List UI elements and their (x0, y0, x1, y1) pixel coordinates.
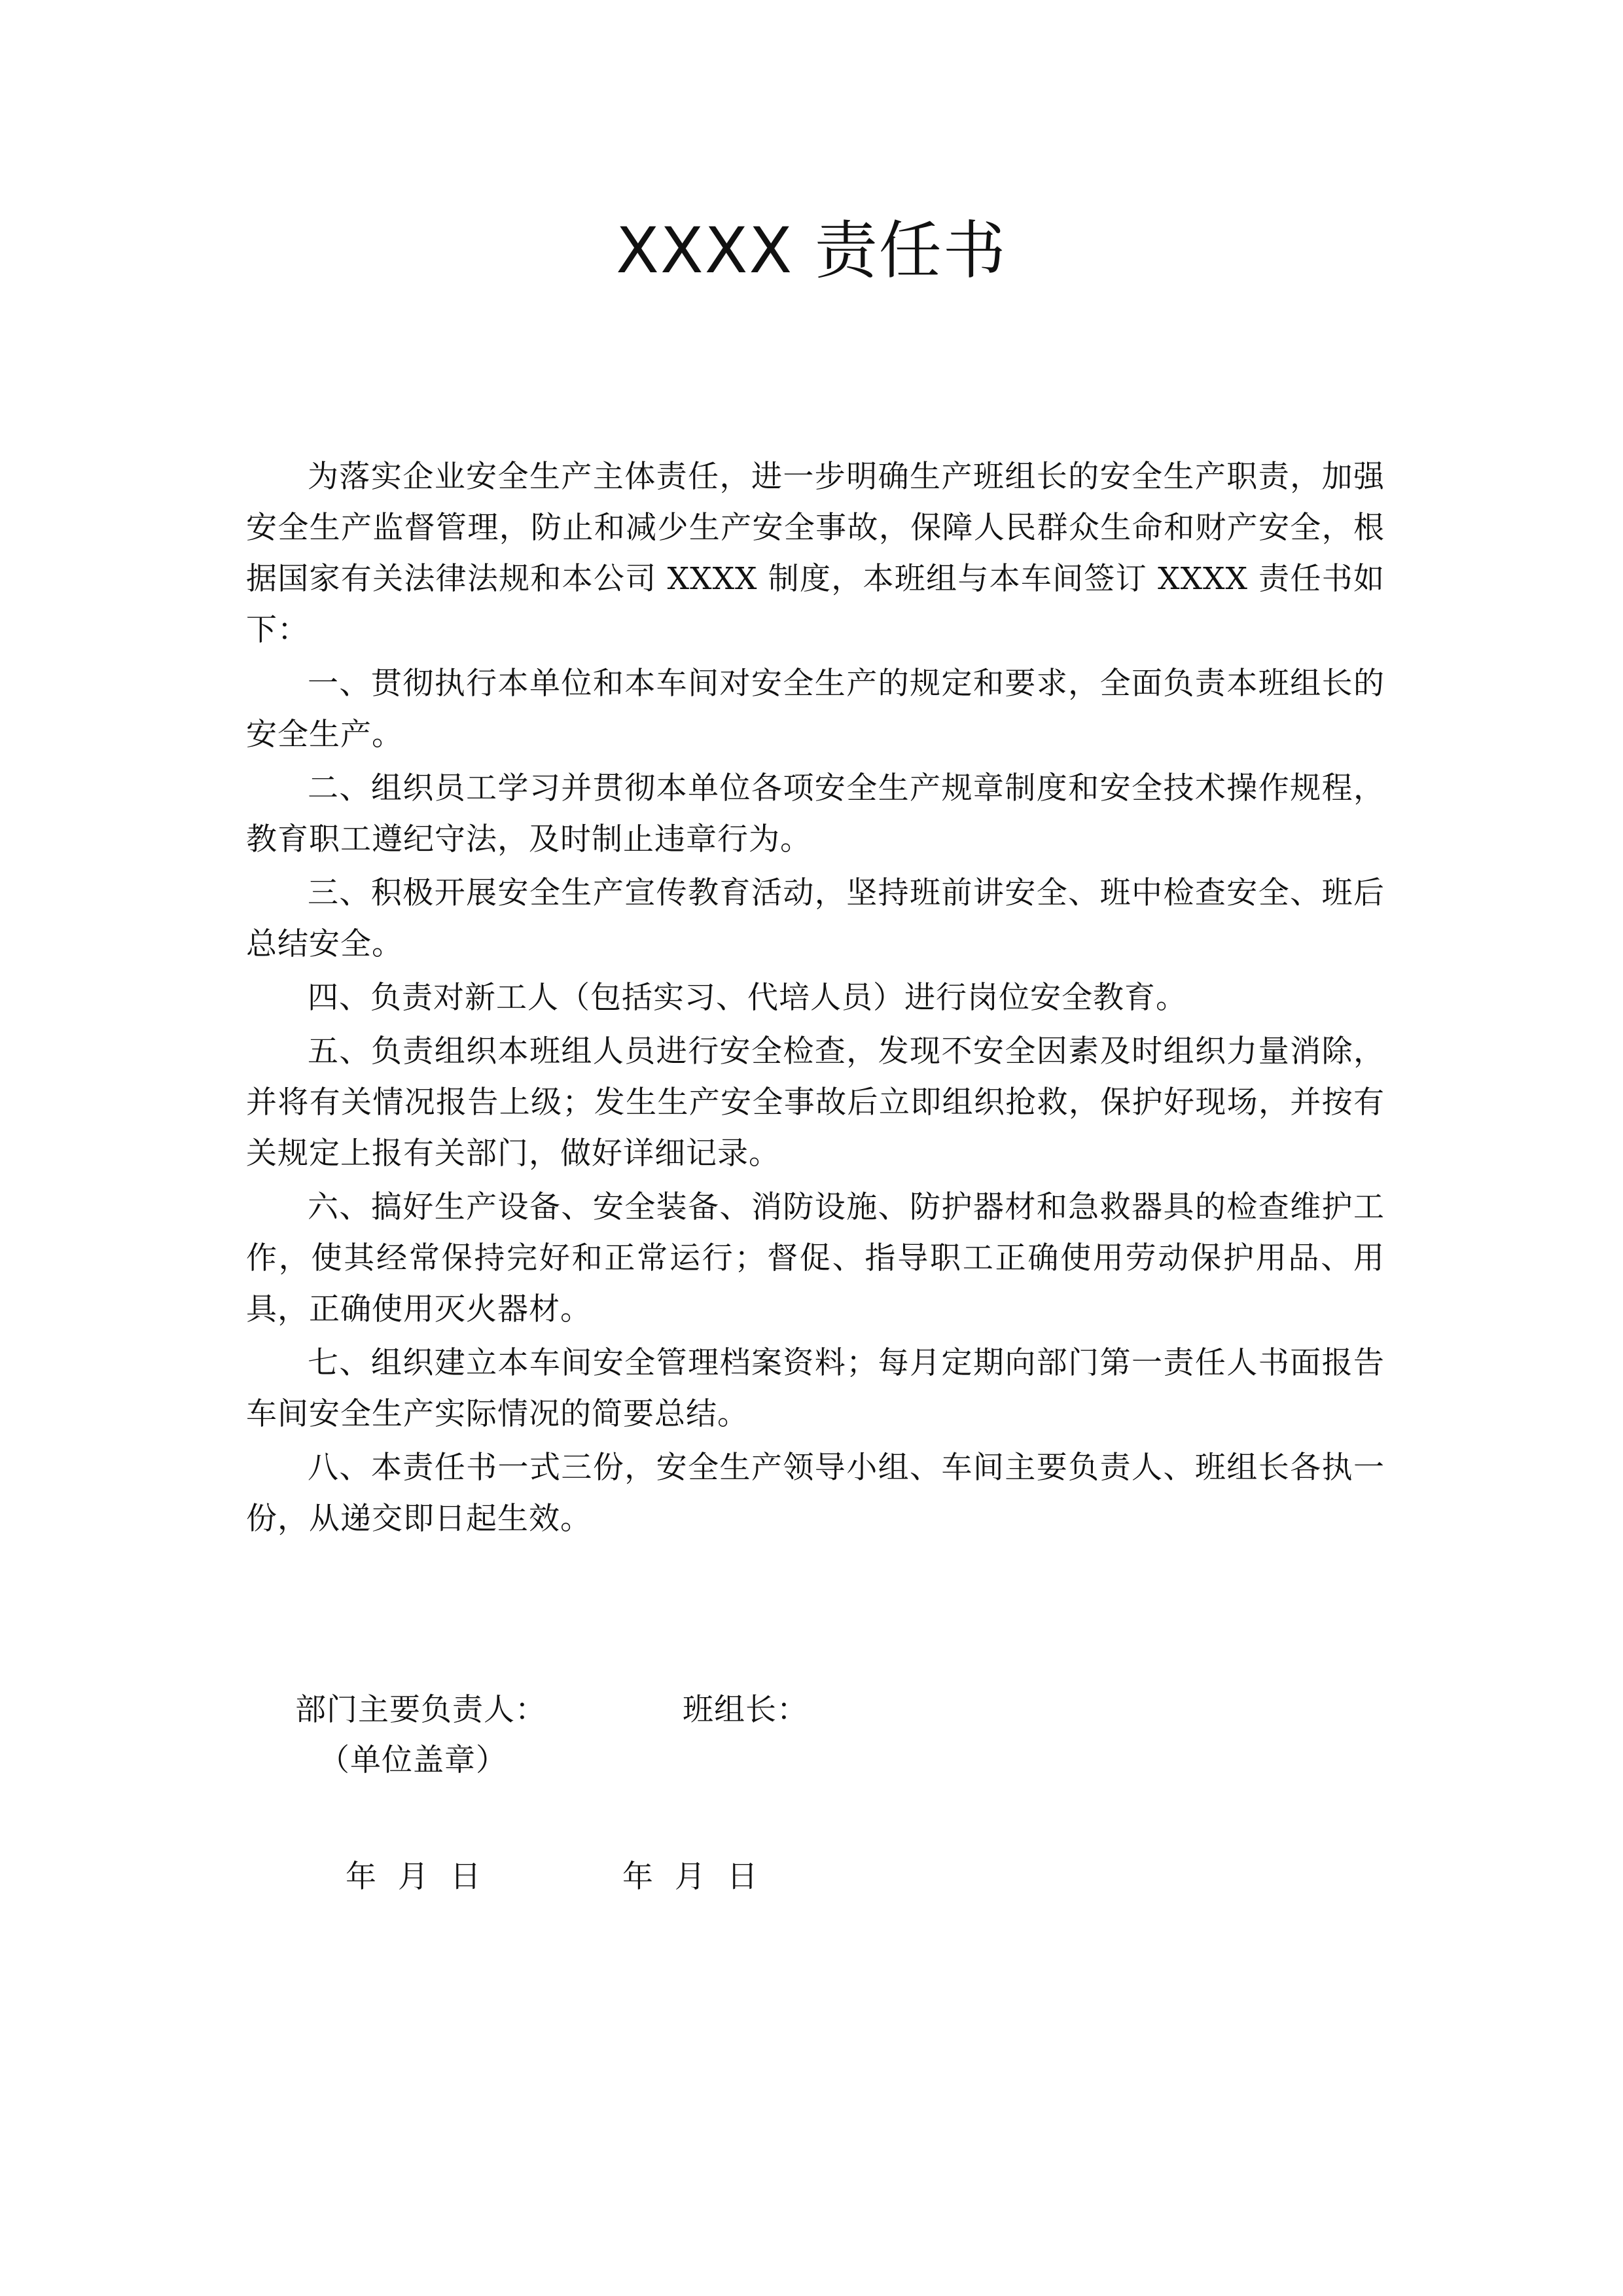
team-leader-label: 班组长： (683, 1692, 808, 1728)
document-body (246, 452, 1385, 1547)
unit-seal-note: （单位盖章） (319, 1742, 507, 1778)
paragraph-clause-1: 一、贯彻执行本单位和本车间对安全生产的规定和要求，全面负责本班组长的安全生产。 (246, 666, 1385, 753)
paragraph-clause-8: 八、本责任书一式三份，安全生产领导小组、车间主要负责人、班组长各执一份，从递交即日起生效。 (246, 1450, 1385, 1537)
paragraph-clause-3: 三、积极开展安全生产宣传教育活动，坚持班前讲安全、班中检查安全、班后总结安全。 (246, 875, 1385, 962)
paragraph-clause-4: 四、负责对新工人（包括实习、代培人员）进行岗位安全教育。 (308, 980, 1187, 1016)
date-right: 年 月 日 (622, 1859, 758, 1895)
department-head-label: 部门主要负责人： (295, 1692, 546, 1728)
document-title: XXXX 责任书 (616, 214, 1007, 287)
paragraph-clause-6: 六、搞好生产设备、安全装备、消防设施、防护器材和急救器具的检查维护工作，使其经常保持完好和正常运行；督促、指导职工正确使用劳动保护用品、用具，正确使用灭火器材。 (246, 1189, 1385, 1327)
paragraph-clause-2: 二、组织员工学习并贯彻本单位各项安全生产规章制度和安全技术操作规程，教育职工遵纪守法，及时制止违章行为。 (246, 770, 1385, 857)
paragraph-clause-7: 七、组织建立本车间安全管理档案资料；每月定期向部门第一责任人书面报告车间安全生产实际情况的简要总结。 (246, 1345, 1385, 1432)
paragraph-clause-5: 五、负责组织本班组人员进行安全检查，发现不安全因素及时组织力量消除，并将有关情况报告上级；发生生产安全事故后立即组织抢救，保护好现场，并按有关规定上报有关部门，做好详细记录。 (246, 1033, 1385, 1172)
paragraph-intro: 为落实企业安全生产主体责任，进一步明确生产班组长的安全生产职责，加强安全生产监督管理，防止和减少生产安全事故，保障人民群众生命和财产安全，根据国家有关法律法规和本公司 XXXX 制度，本班组与本车间签订 XXXX 责任书如下： (246, 459, 1385, 648)
date-left: 年 月 日 (346, 1859, 482, 1895)
